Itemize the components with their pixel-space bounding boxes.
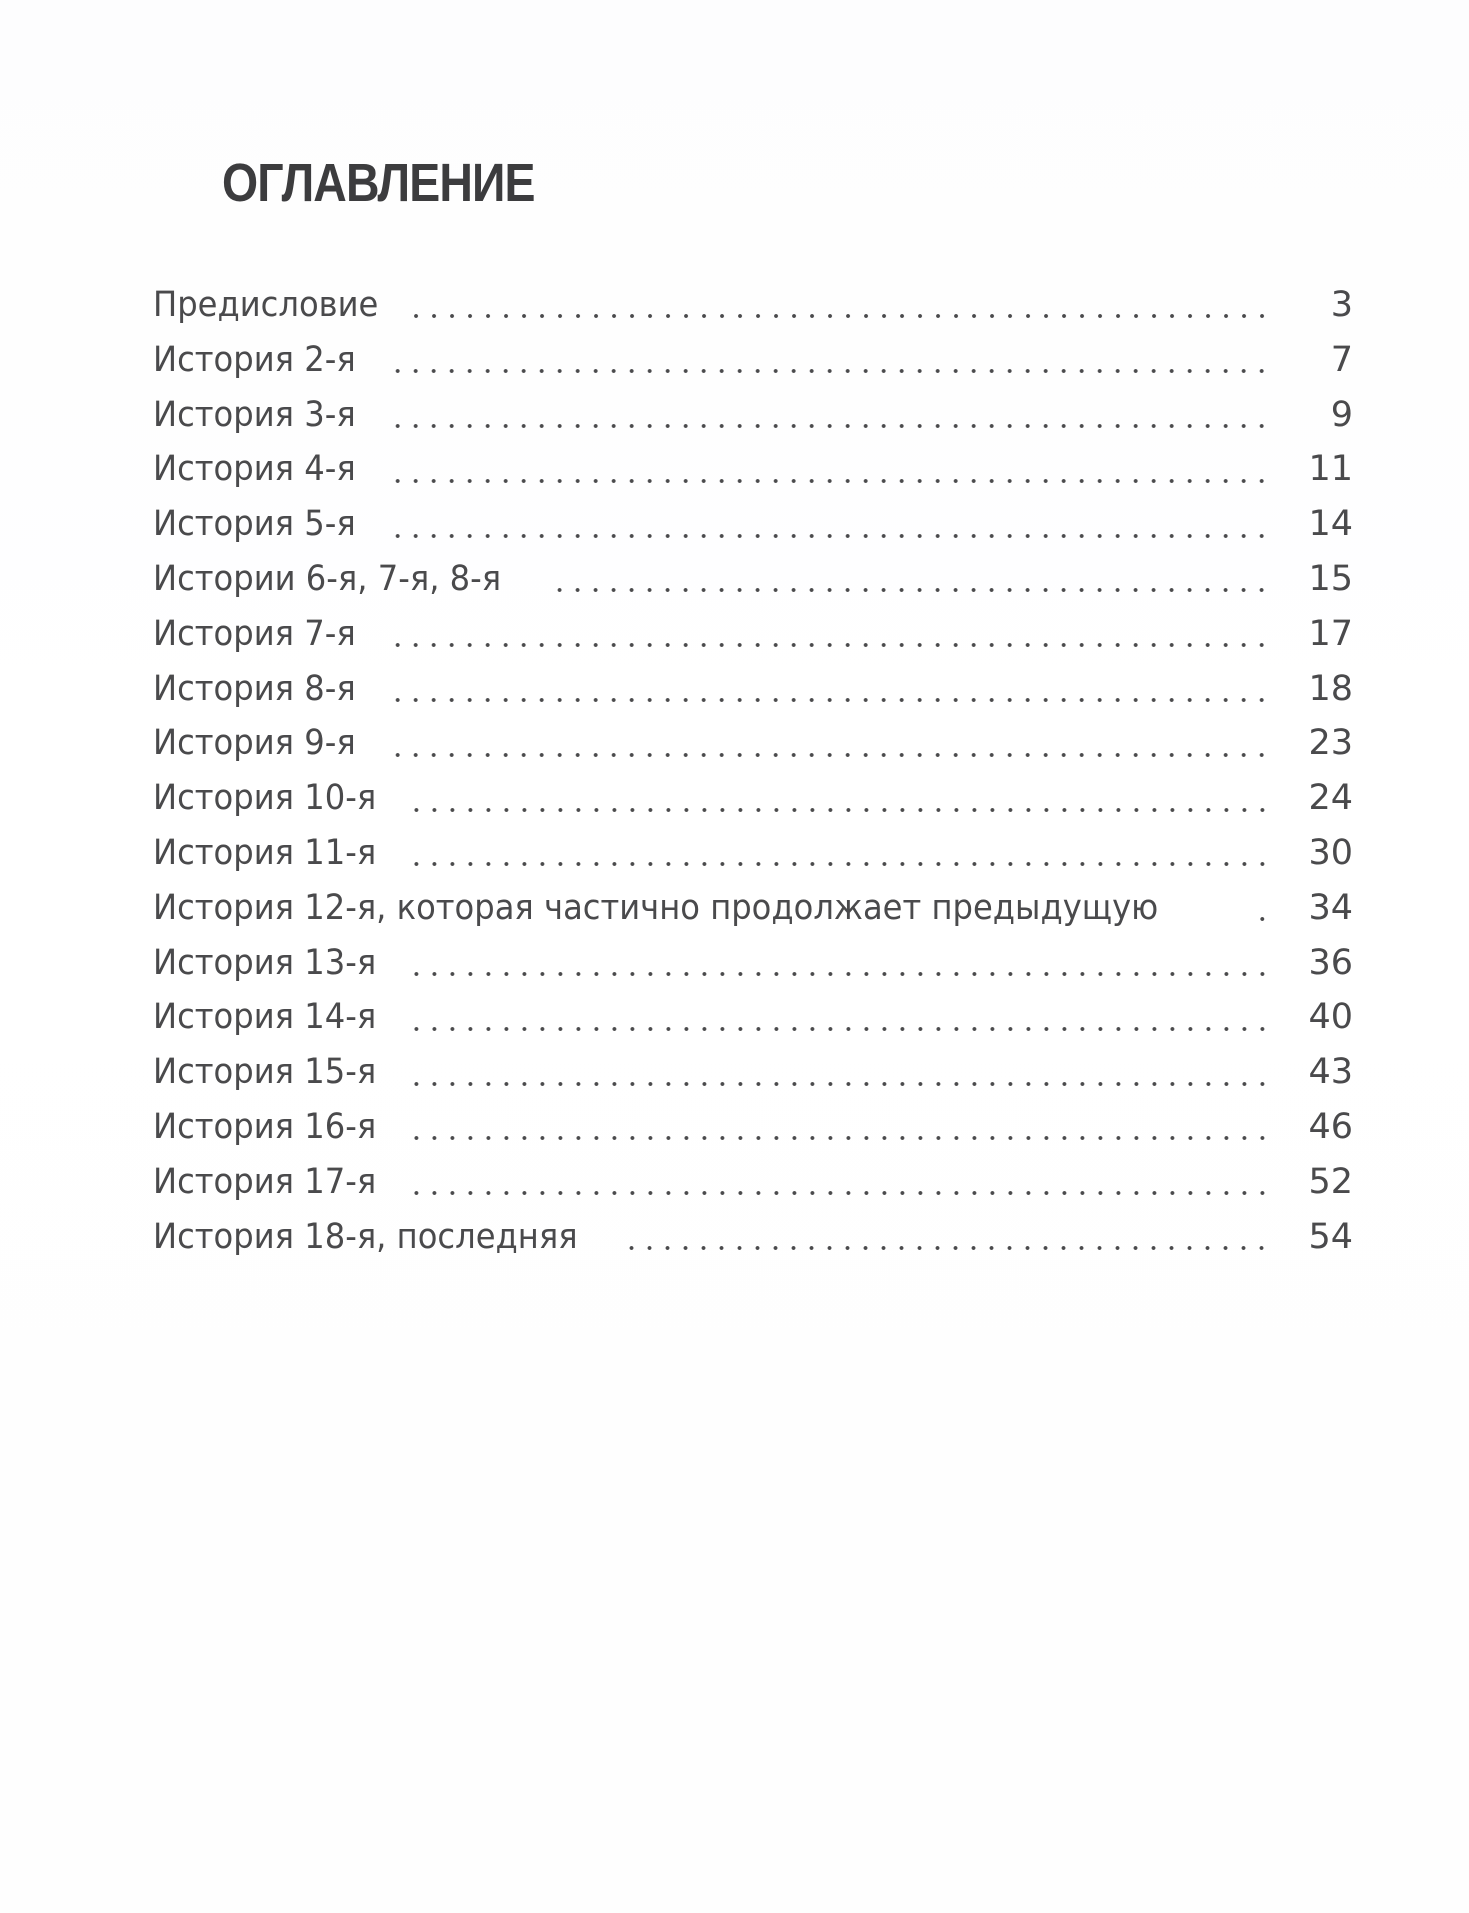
dot-leader: [545, 587, 1271, 593]
toc-entry: [153, 278, 1353, 333]
dot-leader: [410, 807, 1271, 813]
toc-entry-page: 7: [1330, 339, 1353, 380]
dot-leader: [410, 1190, 1271, 1196]
dot-leader: [387, 752, 1271, 758]
toc-entry-label: История 16-я: [153, 1106, 377, 1147]
toc-entry: [153, 771, 1353, 826]
toc-entry: [153, 388, 1353, 443]
dot-leader: [410, 1026, 1271, 1032]
toc-entry-label: История 3-я: [153, 394, 356, 435]
toc-entry-page: 23: [1308, 723, 1353, 764]
dot-leader: [387, 642, 1271, 648]
toc-entry-label: История 2-я: [153, 339, 356, 380]
dot-leader: [410, 861, 1271, 867]
toc-entry-page: 54: [1308, 1216, 1353, 1257]
toc-entry-label: История 18-я, последняя: [153, 1216, 578, 1257]
dot-leader: [1260, 916, 1271, 922]
toc-entry: [153, 1210, 1353, 1265]
toc-title: ОГЛАВЛЕНИЕ: [222, 153, 535, 213]
toc-entry: [153, 442, 1353, 497]
toc-entry-page: 36: [1308, 942, 1353, 983]
toc-entry-label: История 5-я: [153, 504, 356, 545]
dot-leader: [387, 423, 1271, 429]
toc-entry: [153, 333, 1353, 388]
toc-entry-page: 30: [1308, 832, 1353, 873]
toc-entry-label: История 15-я: [153, 1052, 377, 1093]
dot-leader: [387, 533, 1271, 539]
toc-entry: [153, 716, 1353, 771]
toc-entry-label: Истории 6-я, 7-я, 8-я: [153, 558, 502, 599]
toc-entry: [153, 1100, 1353, 1155]
toc-entry: [153, 662, 1353, 717]
dot-leader: [410, 971, 1271, 977]
toc-entry: [153, 607, 1353, 662]
dot-leader: [387, 478, 1271, 484]
toc-entry-label: История 13-я: [153, 942, 377, 983]
toc-entry-page: 15: [1308, 558, 1353, 599]
toc-list: [153, 278, 1353, 1264]
toc-entry: [153, 1045, 1353, 1100]
toc-entry-label: История 14-я: [153, 997, 377, 1038]
toc-entry: [153, 1155, 1353, 1210]
toc-entry-page: 34: [1308, 887, 1353, 928]
toc-entry-label: История 8-я: [153, 668, 356, 709]
toc-entry: [153, 881, 1353, 936]
toc-entry-label: История 9-я: [153, 723, 356, 764]
dot-leader: [387, 368, 1271, 374]
toc-entry-page: 17: [1308, 613, 1353, 654]
toc-entry: [153, 936, 1353, 991]
dot-leader: [410, 1135, 1271, 1141]
dot-leader: [412, 313, 1271, 319]
toc-entry-page: 11: [1308, 449, 1353, 490]
toc-entry-page: 46: [1308, 1106, 1353, 1147]
toc-entry-page: 24: [1308, 778, 1353, 819]
toc-entry-page: 52: [1308, 1161, 1353, 1202]
dot-leader: [387, 697, 1271, 703]
toc-entry-page: 43: [1308, 1052, 1353, 1093]
toc-entry: [153, 552, 1353, 607]
toc-entry-label: Предисловие: [153, 285, 379, 325]
toc-entry-label: История 10-я: [153, 778, 377, 819]
toc-entry-page: 3: [1330, 285, 1353, 325]
toc-entry-label: История 17-я: [153, 1161, 377, 1202]
toc-entry-label: История 11-я: [153, 832, 377, 873]
dot-leader: [628, 1245, 1271, 1251]
toc-entry-page: 18: [1308, 668, 1353, 709]
toc-entry-label: История 7-я: [153, 613, 356, 654]
toc-entry: [153, 990, 1353, 1045]
toc-entry-label: История 12-я, которая частично продолжает предыдущую: [153, 887, 1159, 928]
toc-entry: [153, 497, 1353, 552]
toc-entry-page: 40: [1308, 997, 1353, 1038]
toc-entry-label: История 4-я: [153, 449, 356, 490]
toc-entry-page: 14: [1308, 504, 1353, 545]
toc-entry-page: 9: [1330, 394, 1353, 435]
dot-leader: [410, 1081, 1271, 1087]
toc-entry: [153, 826, 1353, 881]
